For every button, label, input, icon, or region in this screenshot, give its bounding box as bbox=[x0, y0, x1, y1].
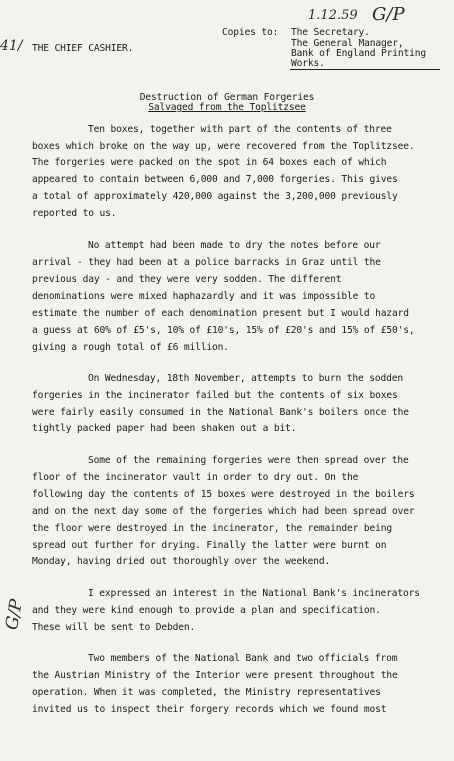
body-line: were fairly easily consumed in the National Bank's boilers once the bbox=[32, 407, 409, 418]
addressee: THE CHIEF CASHIER. bbox=[32, 43, 134, 54]
body-line: following day the contents of 15 boxes were destroyed in the boilers bbox=[32, 489, 415, 500]
body-line: the floor were destroyed in the incinerator, the remainder being bbox=[32, 523, 393, 534]
title-line-2: Salvaged from the Toplitzsee bbox=[148, 102, 306, 113]
handwritten-left-top-mark: 41/ bbox=[0, 38, 23, 54]
body-line: estimate the number of each denomination present but I would hazard bbox=[32, 308, 409, 319]
body-line: previous day - and they were very sodden. The different bbox=[32, 274, 342, 285]
body-line: arrival - they had been at a police barracks in Graz until the bbox=[32, 257, 381, 268]
handwritten-initials: G/P bbox=[372, 4, 405, 25]
copies-to-underline bbox=[290, 69, 440, 70]
body-line: These will be sent to Debden. bbox=[32, 622, 196, 633]
copies-to-label: Copies to: bbox=[222, 27, 279, 38]
body-line: Some of the remaining forgeries were then spread over the bbox=[88, 455, 409, 466]
body-line: spread out further for drying. Finally the latter were burnt on bbox=[32, 540, 387, 551]
body-line: denominations were mixed haphazardly and it was impossible to bbox=[32, 291, 376, 302]
body-line: tightly packed paper had been shaken out a bit. bbox=[32, 423, 297, 434]
body-line: operation. When it was completed, the Ministry representatives bbox=[32, 687, 381, 698]
body-line: a total of approximately 420,000 against the 3,200,000 previously bbox=[32, 191, 398, 202]
body-line: forgeries in the incinerator failed but the contents of six boxes bbox=[32, 390, 398, 401]
handwritten-margin-mark: G/P bbox=[2, 597, 28, 632]
copies-to-recipient: The General Manager, bbox=[291, 38, 404, 49]
body-line: and on the next day some of the forgeries which had been spread over bbox=[32, 506, 415, 517]
body-line: appeared to contain between 6,000 and 7,000 forgeries. This gives bbox=[32, 174, 398, 185]
body-line: floor of the incinerator vault in order to dry out. On the bbox=[32, 472, 359, 483]
title-line-1: Destruction of German Forgeries bbox=[139, 92, 315, 103]
body-line: On Wednesday, 18th November, attempts to burn the sodden bbox=[88, 373, 404, 384]
body-line: a guess at 60% of £5's, 10% of £10's, 15% of £20's and 15% of £50's, bbox=[32, 325, 415, 336]
copies-to-recipient: The Secretary. bbox=[291, 27, 370, 38]
body-line: Ten boxes, together with part of the contents of three bbox=[88, 124, 392, 135]
body-line: I expressed an interest in the National Bank's incinerators bbox=[88, 588, 420, 599]
body-line: Two members of the National Bank and two officials from bbox=[88, 653, 398, 664]
body-line: The forgeries were packed on the spot in 64 boxes each of which bbox=[32, 157, 387, 168]
body-line: and they were kind enough to provide a plan and specification. bbox=[32, 605, 381, 616]
body-line: invited us to inspect their forgery records which we found most bbox=[32, 704, 387, 715]
handwritten-date: 1.12.59 bbox=[308, 8, 358, 23]
body-line: No attempt had been made to dry the notes before our bbox=[88, 240, 381, 251]
body-line: giving a rough total of £6 million. bbox=[32, 342, 229, 353]
body-line: the Austrian Ministry of the Interior were present throughout the bbox=[32, 670, 398, 681]
copies-to-recipient: Works. bbox=[291, 58, 325, 69]
body-line: reported to us. bbox=[32, 208, 117, 219]
copies-to-recipient: Bank of England Printing bbox=[291, 48, 427, 59]
body-line: Monday, having dried out thoroughly over the weekend. bbox=[32, 556, 331, 567]
body-line: boxes which broke on the way up, were recovered from the Toplitzsee. bbox=[32, 141, 415, 152]
